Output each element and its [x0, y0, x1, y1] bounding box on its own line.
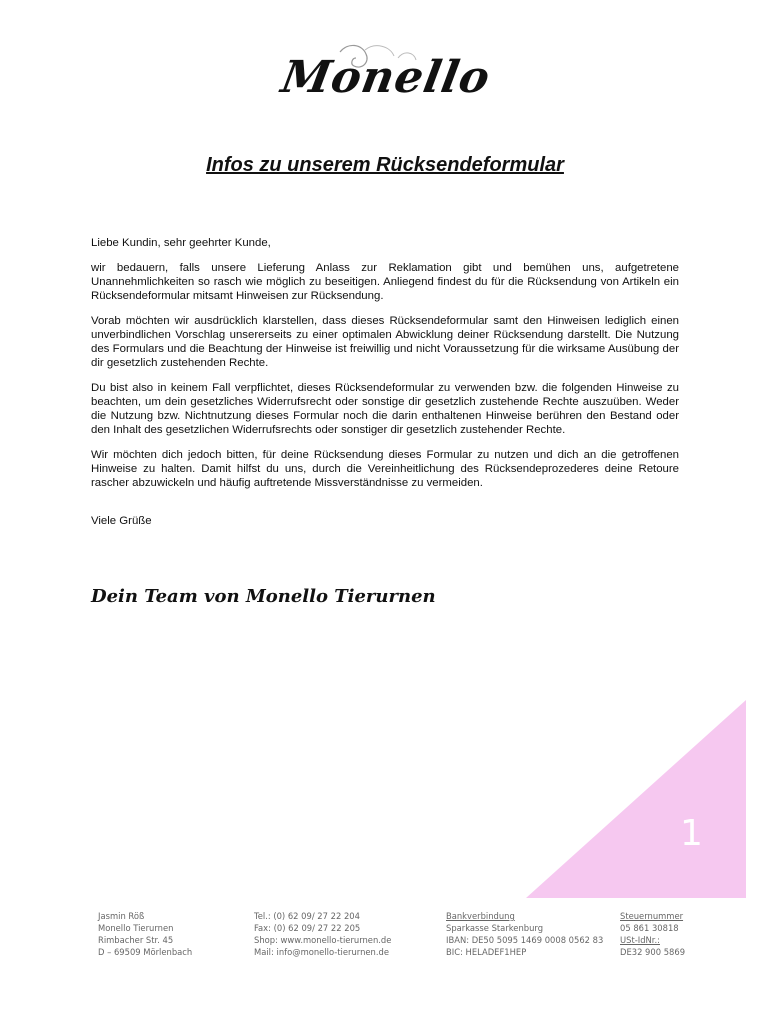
footer-address: [98, 910, 192, 958]
footer-phone: Tel.: (0) 62 09/ 27 22 204: [254, 911, 360, 921]
paragraph-4: Wir möchten dich jedoch bitten, für deine Rücksendung dieses Formular zu nutzen und dich an die getroffenen Hinweise zu halten. Damit hilfst du uns, durch die Vereinheitlichung des Rücksendeprozederes deine Retoure rascher abzuwickeln und häufig auftretende Missverständnisse zu vermeiden.: [91, 449, 679, 489]
page-number: 1: [680, 813, 703, 854]
footer-shop-link[interactable]: Shop: www.monello-tierurnen.de: [254, 935, 392, 945]
page-title: Infos zu unserem Rücksendeformular: [206, 154, 564, 176]
footer-fax: Fax: (0) 62 09/ 27 22 205: [254, 923, 361, 933]
logo-text: Monello: [277, 52, 495, 103]
monello-logo: [270, 40, 500, 115]
footer-name: Jasmin Röß: [98, 911, 145, 921]
footer-tax-heading: Steuernummer: [620, 911, 684, 921]
paragraph-3: Du bist also in keinem Fall verpflichtet, dieses Rücksendeformular zu verwenden bzw. die folgenden Hinweise zu beachten, um dein gesetzliches Widerrufsrecht oder sonstige dir gesetzlich zustehende Rechte auszuüben. Weder die Nutzung bzw. Nichtnutzung dieses Formular noch die darin enthaltenen Hinweise berühren den Bestand oder den Inhalt des gesetzlichen Widerrufsrechts oder sonstiger dir gesetzlich zustehender Rechte.: [91, 382, 679, 436]
footer-vat-heading: USt-IdNr.:: [620, 935, 660, 945]
footer-street: Rimbacher Str. 45: [98, 935, 174, 945]
footer-mail-link[interactable]: Mail: info@monello-tierurnen.de: [254, 947, 389, 957]
footer-bank-heading: Bankverbindung: [446, 911, 515, 921]
footer-vat-number: DE32 900 5869: [620, 947, 686, 957]
footer-bic: BIC: HELADEF1HEP: [446, 947, 527, 957]
footer-iban: IBAN: DE50 5095 1469 0008 0562 83: [446, 935, 604, 945]
accent-triangle-shape: [526, 700, 746, 898]
paragraph-2: Vorab möchten wir ausdrücklich klarstellen, dass dieses Rücksendeformular samt den Hinweisen lediglich einen unverbindlichen Vorschlag unsererseits zu einer optimalen Abwicklung deiner Rücksendung darstellt. Die Nutzung des Formulars und die Beachtung der Hinweise ist freiwillig und nicht Voraussetzung für die wirksame Ausübung der dir gesetzlich zustehenden Rechte.: [91, 315, 679, 369]
footer-contact: [254, 910, 391, 958]
footer-bank-name: Sparkasse Starkenburg: [446, 923, 544, 933]
signature: Dein Team von Monello Tierurnen: [91, 586, 436, 607]
greeting: Liebe Kundin, sehr geehrter Kunde,: [91, 237, 271, 249]
closing: Viele Grüße: [91, 515, 152, 527]
accent-triangle: [526, 700, 746, 898]
footer-tax: [620, 910, 685, 958]
paragraph-1: wir bedauern, falls unsere Lieferung Anlass zur Reklamation gibt und bemühen uns, aufgetretene Unannehmlichkeiten so rasch wie möglich zu beseitigen. Anliegend findest du für die Rücksendung von Artikeln ein Rücksendeformular mitsamt Hinweisen zur Rücksendung.: [91, 262, 679, 302]
footer-company: Monello Tierurnen: [98, 923, 174, 933]
footer-tax-number: 05 861 30818: [620, 923, 679, 933]
footer-city: D – 69509 Mörlenbach: [98, 947, 193, 957]
letter-body: [91, 236, 679, 539]
footer-bank: [446, 910, 603, 958]
